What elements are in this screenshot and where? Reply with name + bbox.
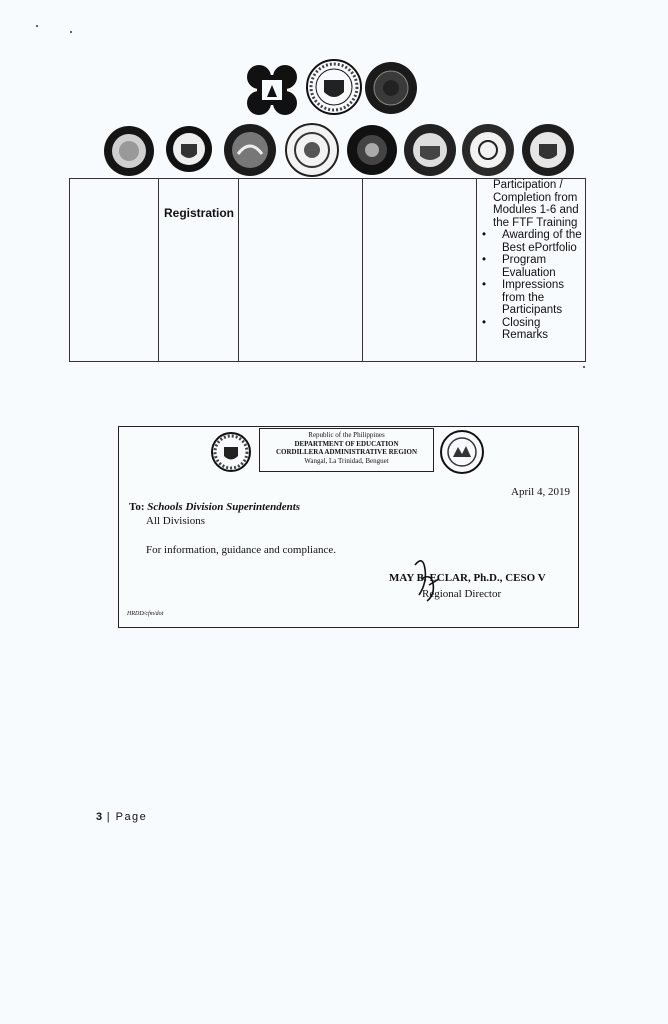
school-seal-icon — [284, 122, 340, 178]
memo-box — [118, 426, 579, 628]
school-seal-icon — [102, 124, 156, 178]
to-label: To: — [129, 501, 145, 513]
table-cell — [159, 179, 239, 362]
deped-seal-icon — [210, 431, 252, 473]
scan-speck — [36, 25, 38, 27]
memo-recipient-line — [129, 501, 300, 513]
memo-recipient-scope: All Divisions — [146, 515, 205, 527]
memo-recipient: Schools Division Superintendents — [147, 501, 301, 513]
letterhead-line: CORDILLERA ADMINISTRATIVE REGION — [275, 448, 418, 456]
deped-seal-icon — [305, 58, 363, 116]
memo-date: April 4, 2019 — [511, 486, 570, 498]
letterhead-line: Republic of the Philippines — [308, 431, 385, 439]
registration-label: Registration — [164, 206, 235, 220]
deped-emblem-icon — [245, 63, 299, 117]
activity-heading: Participation / Completion from Modules 1-6 and the FTF Training — [493, 179, 579, 229]
page-number — [96, 811, 147, 823]
list-item: • Program Evaluation — [477, 254, 585, 279]
page-number-value: 3 — [96, 811, 103, 823]
school-seal-icon — [222, 122, 278, 178]
school-seal-icon — [460, 122, 516, 178]
signatory-title: Regional Director — [422, 588, 502, 600]
table-cell — [239, 179, 363, 362]
page-label: | Page — [106, 811, 148, 823]
list-item: • Closing Remarks — [477, 317, 585, 342]
school-seal-icon — [402, 122, 458, 178]
letterhead-line: Wangal, La Trinidad, Benguet — [304, 456, 389, 465]
signatory-name: MAY B. ECLAR, Ph.D., CESO V — [389, 572, 546, 584]
activities-cell — [477, 179, 586, 362]
list-item: • Impressions from the Participants — [477, 279, 585, 317]
schedule-table — [69, 178, 586, 362]
regional-seal-icon — [364, 61, 418, 115]
table-cell — [363, 179, 477, 362]
scan-speck — [70, 31, 72, 33]
school-seal-icon — [164, 124, 214, 174]
list-item: • Awarding of the Best ePortfolio — [477, 229, 585, 254]
letterhead-line: DEPARTMENT OF EDUCATION — [294, 439, 399, 448]
scan-speck — [583, 366, 585, 368]
memo-instruction: For information, guidance and compliance. — [146, 544, 336, 556]
table-cell — [70, 179, 159, 362]
school-seal-icon — [520, 122, 576, 178]
memo-letterhead — [259, 428, 434, 472]
reference-code: HRDD/cfm/dot — [127, 611, 164, 617]
school-seal-icon — [345, 123, 399, 177]
deped-car-seal-icon — [439, 429, 485, 475]
activity-list — [477, 229, 585, 342]
